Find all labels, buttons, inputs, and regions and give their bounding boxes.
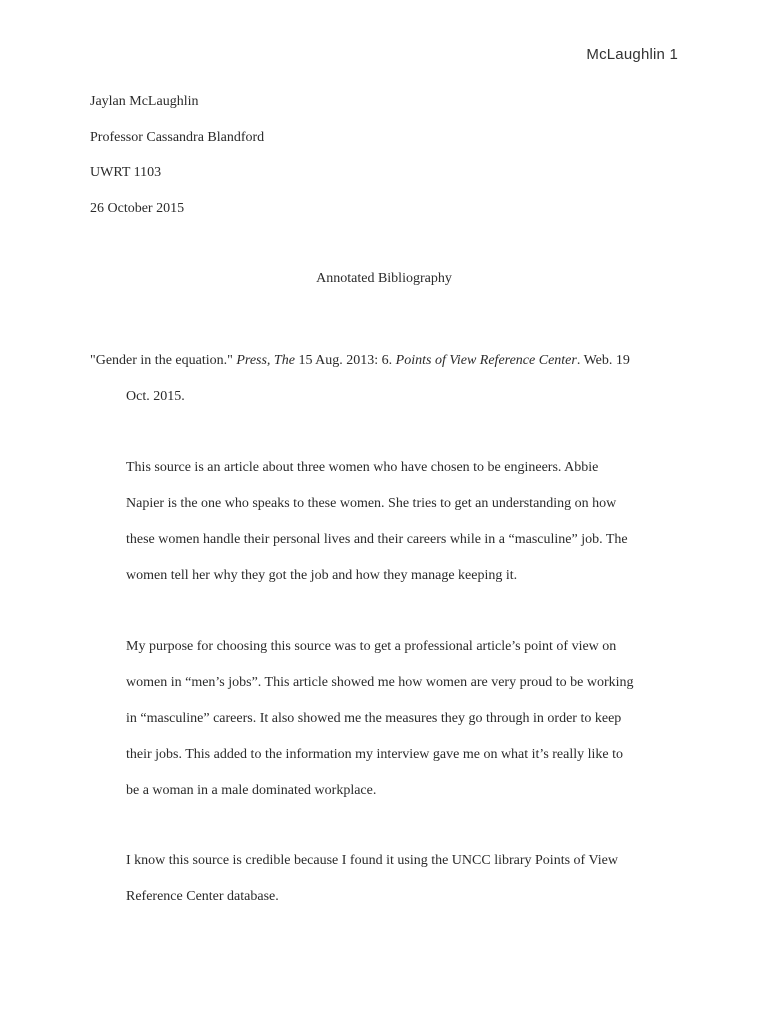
paragraph-line: I know this source is credible because I found it using the UNCC library Points of View — [126, 853, 618, 868]
author-name: Jaylan McLaughlin — [90, 94, 199, 109]
citation-hanging-line: Oct. 2015. — [126, 389, 185, 404]
paragraph-line: women in “men’s jobs”. This article showed me how women are very proud to be working — [126, 675, 634, 690]
paragraph-line: Reference Center database. — [126, 889, 279, 904]
annotation-paragraph-credibility — [90, 843, 680, 915]
annotation-paragraph-purpose — [90, 629, 680, 809]
citation-text-3: . Web. 19 — [576, 353, 630, 368]
citation-text-1: "Gender in the equation." — [90, 353, 237, 368]
annotation-paragraph-summary — [90, 450, 680, 594]
paragraph-line: in “masculine” careers. It also showed me the measures they go through in order to keep — [126, 711, 622, 726]
paragraph-line: be a woman in a male dominated workplace. — [126, 783, 377, 798]
paragraph-line: My purpose for choosing this source was to get a professional article’s point of view on — [126, 639, 617, 654]
paragraph-line: women tell her why they got the job and how they manage keeping it. — [126, 568, 518, 583]
paragraph-line: Napier is the one who speaks to these women. She tries to get an understanding on how — [126, 496, 617, 511]
document-date: 26 October 2015 — [90, 201, 185, 216]
citation-source: Press, The — [236, 353, 295, 368]
citation-database: Points of View Reference Center — [395, 353, 577, 368]
paragraph-line: these women handle their personal lives and their careers while in a “masculine” job. The — [126, 532, 628, 547]
professor-name: Professor Cassandra Blandford — [90, 130, 265, 145]
paragraph-line: This source is an article about three women who have chosen to be engineers. Abbie — [126, 460, 599, 475]
paragraph-line: their jobs. This added to the information my interview gave me on what it’s really like to — [126, 747, 624, 762]
running-head: McLaughlin 1 — [586, 46, 678, 63]
citation-entry — [90, 343, 680, 415]
citation-text-2: 15 Aug. 2013: 6. — [294, 353, 396, 368]
course-code: UWRT 1103 — [90, 165, 162, 180]
page-title: Annotated Bibliography — [316, 271, 452, 286]
